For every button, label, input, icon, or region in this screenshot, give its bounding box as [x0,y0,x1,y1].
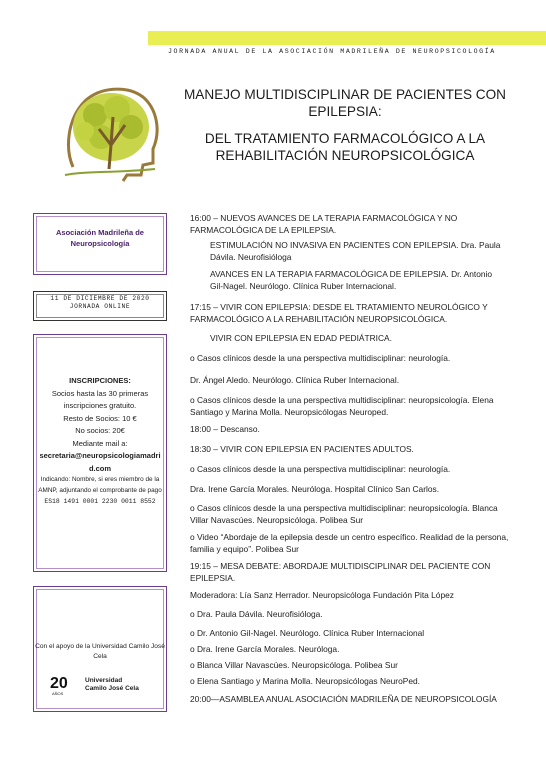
event-mode: JORNADA ONLINE [69,303,131,310]
panelist-villar: o Blanca Villar Navascúes. Neuropsicóloga. Polibea Sur [190,660,398,670]
panelist-garcia: o Dra. Irene García Morales. Neuróloga. [190,644,340,654]
association-name: Asociación Madrileña de Neuropsicología [56,228,144,248]
adult-heading: 18:30 – VIVIR CON EPILEPSIA EN PACIENTES ADULTOS. [190,444,414,454]
moderator: Moderadora: Lía Sanz Herrador. Neuropsicóloga Fundación Pita López [190,590,454,600]
registration-members-fee: Resto de Socios: 10 € [63,413,137,423]
date-box [33,291,167,321]
registration-iban: ES18 1491 0001 2230 0011 8552 [44,498,156,505]
logo-line-2: Camilo José Cela [85,685,139,692]
speaker-aledo: Dr. Ángel Aledo. Neurólogo. Clínica Ruber Internacional. [190,375,400,385]
tree-head-logo [55,79,165,187]
logo-line-1: Universidad [85,677,123,684]
event-title [180,86,510,164]
assembly: 20:00—ASAMBLEA ANUAL ASOCIACIÓN MADRILEÑA DE NEUROPSICOLOGÍA [190,694,497,704]
association-box [33,213,167,275]
session-1-heading: 16:00 – NUEVOS AVANCES DE LA TERAPIA FARMACOLÓGICA Y NO FARMACOLÓGICA DE LA EPILEPSIA. [190,213,458,235]
case-neuropsychology-pediatric: o Casos clínicos desde la una perspectiva multidisciplinar: neuropsicología. Elena Santiago y Marina Molla. Neuropsicólogas Neuroped. [190,395,494,417]
registration-members-free: Socios hasta las 30 primeras inscripciones gratuito. [51,388,149,410]
case-neurology-pediatric: o Casos clínicos desde la una perspectiva multidisciplinar: neurología. [190,353,451,363]
registration-nonmembers-fee: No socios: 20€ [75,426,125,435]
registration-mail-label: Mediante mail a: [72,438,128,448]
registration-note: Indicando: Nombre, si eres miembro de la AMNP, adjuntando el comprobante de pago [38,476,162,494]
panelist-santiago-molla: o Elena Santiago y Marina Molla. Neuropsicólogas NeuroPed. [190,676,420,686]
pediatric-heading: VIVIR CON EPILEPSIA EN EDAD PEDIÁTRICA. [210,333,392,343]
university-logo [50,675,150,697]
video-item: o Video “Abordaje de la epilepsia desde un centro específico. Realidad de la persona, familia y equipo”. Polibea Sur [190,532,509,554]
debate-heading: 19:15 – MESA DEBATE: ABORDAJE MULTIDISCIPLINAR DEL PACIENTE CON EPILEPSIA. [190,561,491,583]
registration-box [33,334,167,572]
panelist-davila: o Dra. Paula Dávila. Neurofisióloga. [190,609,323,619]
registration-email-link[interactable]: secretaria@neuropsicologiamadrid.com [39,451,161,473]
session-2-heading: 17:15 – VIVIR CON EPILEPSIA: DESDE EL TRATAMIENTO NEUROLÓGICO Y FARMACOLÓGICO A LA REHABILITACIÓN NEUROPSICOLÓGICA. [190,302,488,324]
case-neuropsychology-adult: o Casos clínicos desde la una perspectiva multidisciplinar: neuropsicología. Blanca Villar Navascúes. Neuropsicóloga. Polibea Sur [190,503,498,525]
speaker-garcia: Dra. Irene García Morales. Neuróloga. Hospital Clínico San Carlos. [190,484,440,494]
header-accent-bar [148,31,546,45]
panelist-gil-nagel: o Dr. Antonio Gil-Nagel. Neurólogo. Clínica Ruber Internacional [190,628,425,638]
talk-pharmacology: AVANCES EN LA TERAPIA FARMACOLÓGICA DE EPILEPSIA. Dr. Antonio Gil-Nagel. Neurólogo. Clínica Ruber Internacional. [210,269,493,291]
support-box [33,586,167,712]
case-neurology-adult: o Casos clínicos desde la una perspectiva multidisciplinar: neurología. [190,464,451,474]
break: 18:00 – Descanso. [190,424,260,434]
title-line-2: DEL TRATAMIENTO FARMACOLÓGICO A LA REHABILITACIÓN NEUROPSICOLÓGICA [204,131,486,163]
registration-heading: INSCRIPCIONES: [69,376,131,385]
event-date: 11 DE DICIEMBRE DE 2020 [50,295,150,302]
logo-number: 20 [50,675,68,692]
logo-years: AÑOS [52,691,64,696]
title-line-1: MANEJO MULTIDISCIPLINAR DE PACIENTES CON EPILEPSIA: [183,87,506,119]
talk-stimulation: ESTIMULACIÓN NO INVASIVA EN PACIENTES CON EPILEPSIA. Dra. Paula Dávila. Neurofisióloga [210,240,501,262]
support-text: Con el apoyo de la Universidad Camilo José Cela [35,643,165,660]
header-organization: JORNADA ANUAL DE LA ASOCIACIÓN MADRILEÑA DE NEUROPSICOLOGÍA [168,48,496,55]
